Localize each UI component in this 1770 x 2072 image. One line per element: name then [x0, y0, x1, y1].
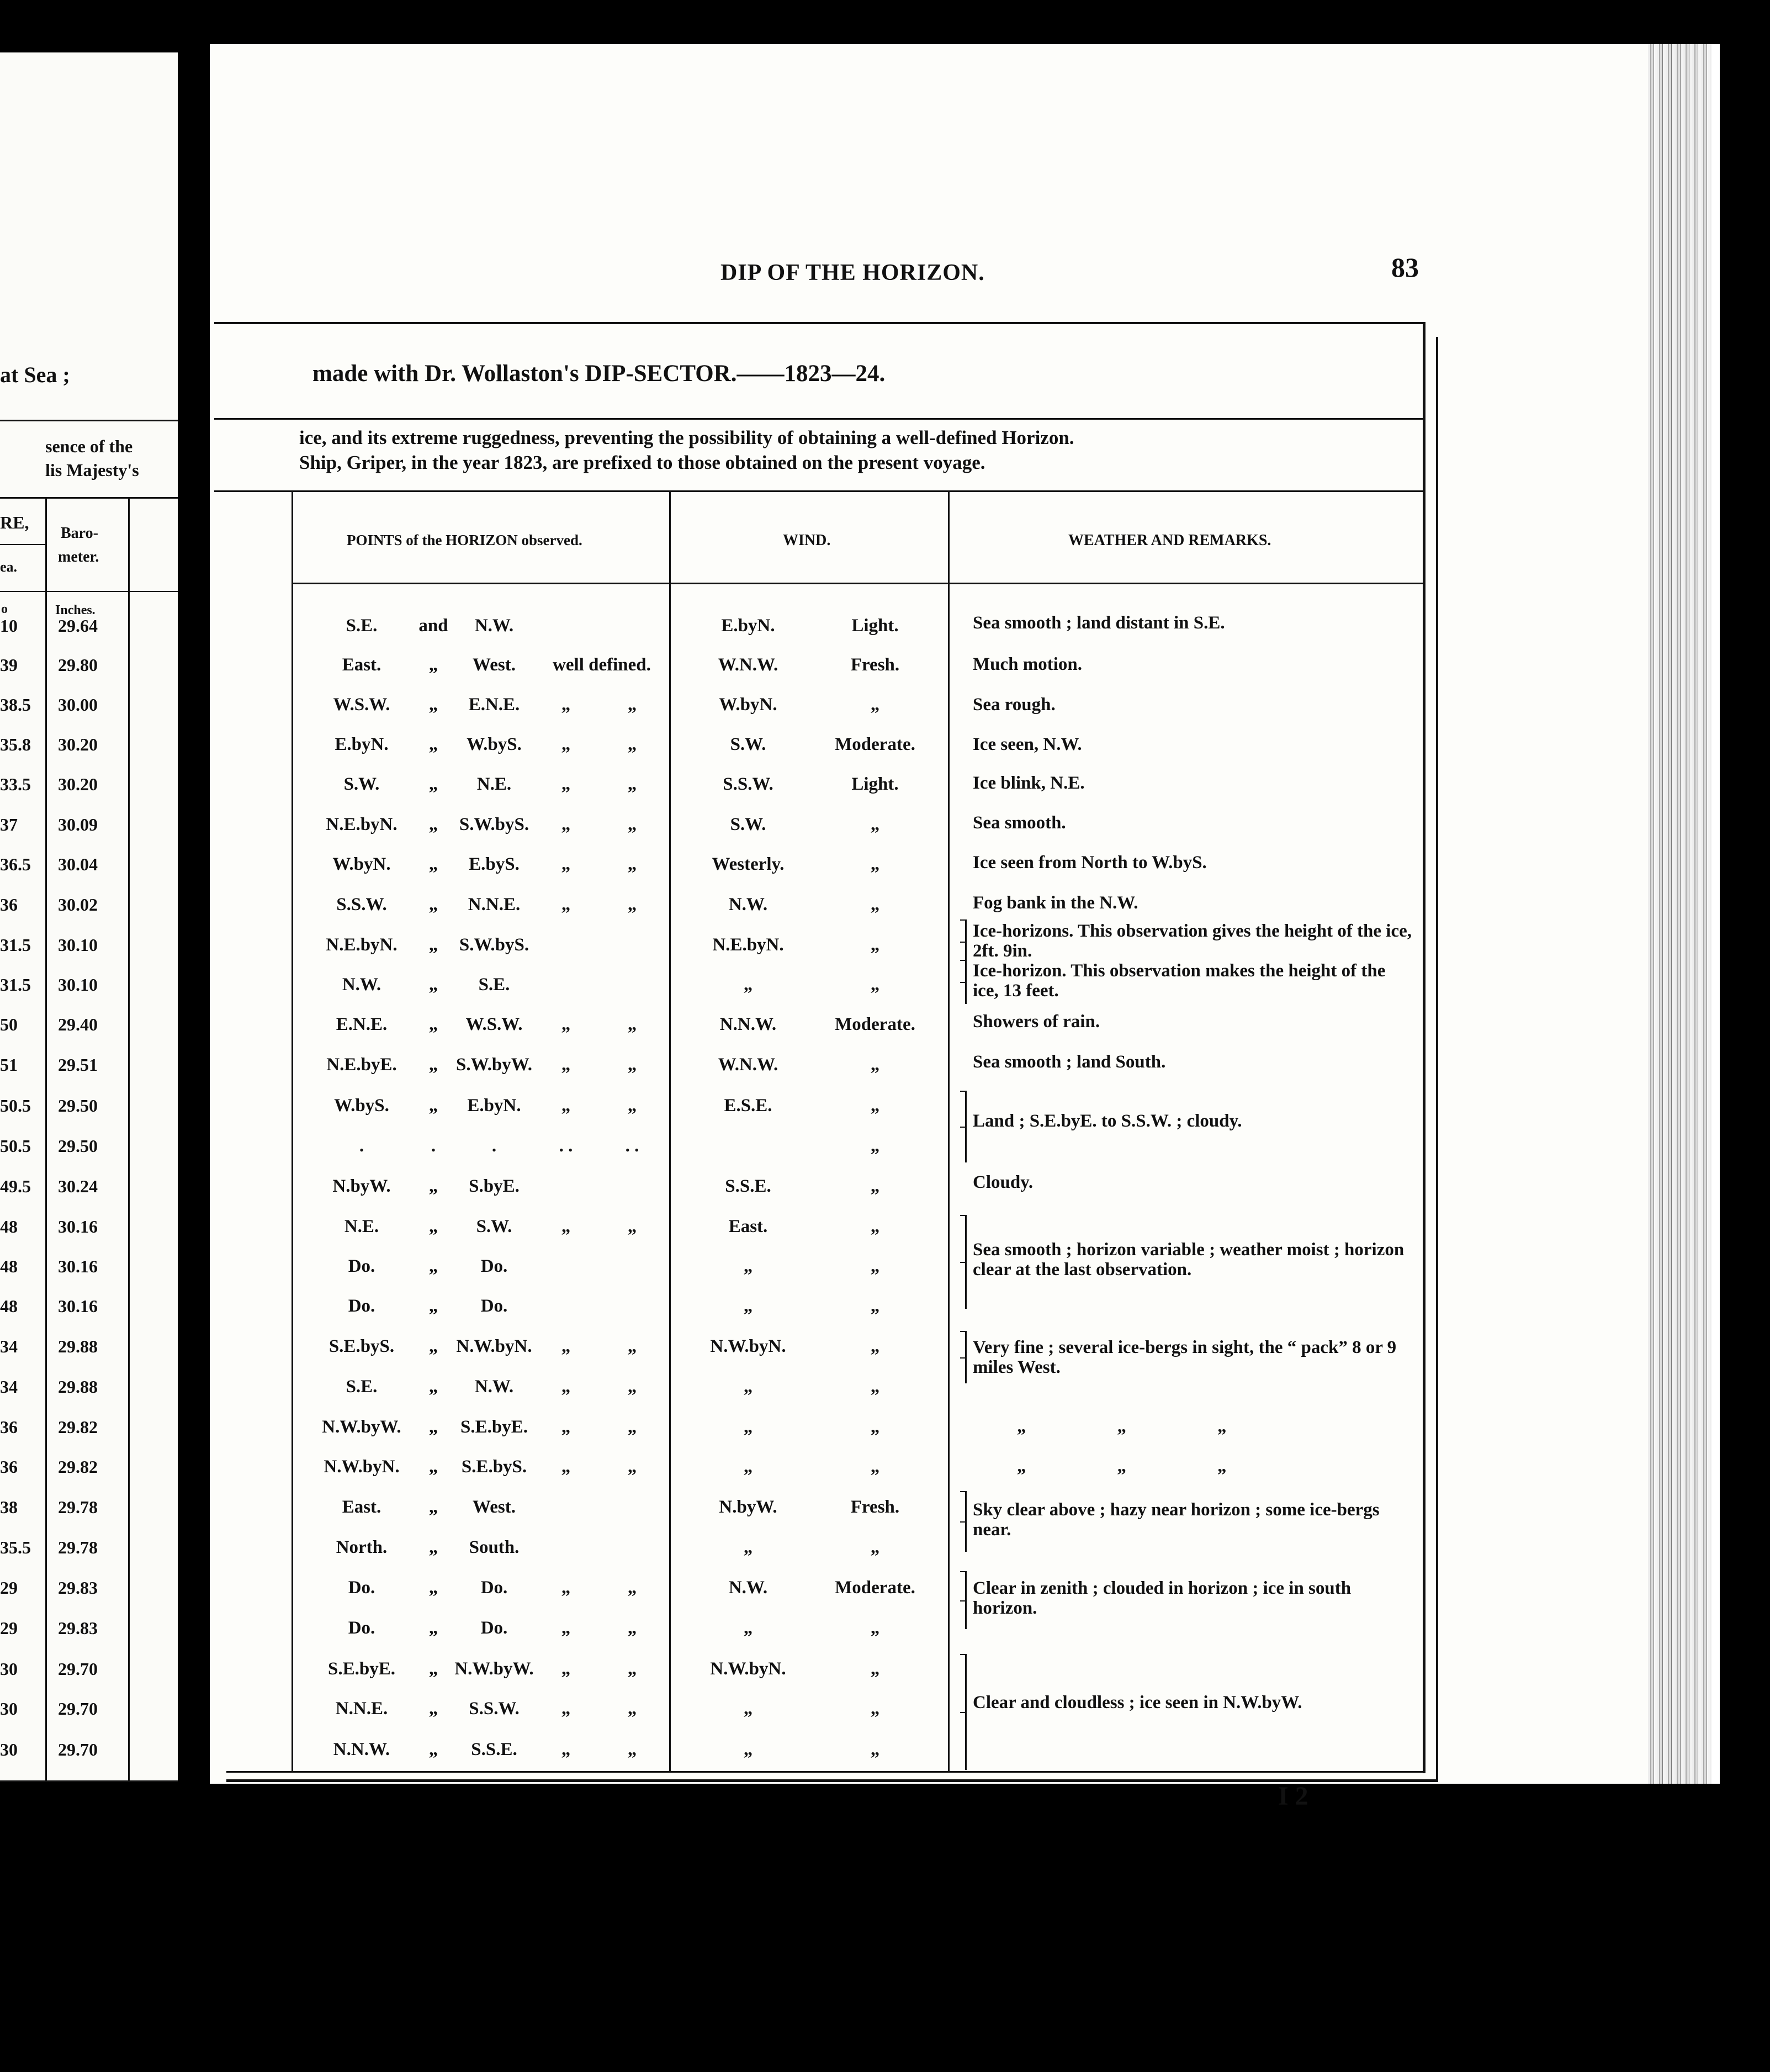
left-temp-value: 50.5 [0, 1136, 31, 1156]
remark-text: Sea rough. [973, 695, 1056, 715]
row-point-a: S.E.byE. [328, 1659, 395, 1679]
row-wind-force: „ [870, 1417, 880, 1437]
row-quality-1: „ [561, 1217, 571, 1236]
row-quality-2: „ [627, 1377, 637, 1397]
row-point-b: W.S.W. [465, 1014, 523, 1034]
left-baro-value: 30.10 [58, 975, 98, 995]
left-temp-value: 37 [0, 815, 18, 834]
row-quality-2: „ [627, 1336, 637, 1356]
row-connector: . [431, 1136, 436, 1156]
left-baro-value: 29.88 [58, 1377, 98, 1397]
row-quality-2: „ [627, 1578, 637, 1598]
left-baro-value: 29.83 [58, 1578, 98, 1598]
row-point-b: S.byE. [469, 1176, 520, 1196]
row-connector: „ [428, 734, 438, 754]
row-quality-2: „ [627, 695, 637, 715]
row-wind-direction: W.byN. [719, 695, 777, 715]
row-connector: „ [428, 815, 438, 834]
table-top-rule [214, 322, 1425, 324]
row-wind-direction: „ [743, 975, 753, 995]
row-wind-direction: S.S.E. [725, 1176, 771, 1196]
left-baro-header-2: meter. [58, 548, 99, 565]
left-temp-value: 39 [0, 655, 18, 675]
row-connector: „ [428, 1618, 438, 1638]
left-baro-value: 29.70 [58, 1699, 98, 1719]
row-connector: „ [428, 774, 438, 794]
page-number: 83 [1391, 252, 1419, 283]
row-quality-1: „ [561, 1457, 571, 1477]
left-temp-value: 51 [0, 1055, 18, 1075]
remark-text: Very fine ; several ice-bergs in sight, the “ pack” 8 or 9 miles West. [973, 1338, 1397, 1377]
row-connector: „ [428, 1377, 438, 1397]
left-baro-header-1: Baro- [61, 525, 98, 542]
row-point-b: E.N.E. [468, 695, 520, 715]
remark-text: Much motion. [973, 654, 1082, 674]
row-wind-force: „ [870, 935, 880, 955]
left-baro-value: 30.04 [58, 854, 98, 874]
row-point-b: N.N.E. [468, 895, 521, 915]
row-point-a: N.W.byW. [322, 1417, 401, 1437]
left-baro-value: 30.20 [58, 734, 98, 754]
row-wind-force: „ [870, 1336, 880, 1356]
left-temp-value: 31.5 [0, 975, 31, 995]
left-baro-value: 29.80 [58, 655, 98, 675]
row-point-a: S.W. [343, 774, 380, 794]
row-wind-force: „ [870, 1377, 880, 1397]
remark-text: Cloudy. [973, 1172, 1034, 1192]
remark-text: Sea smooth ; horizon variable ; weather moist ; horizon clear at the last observation. [973, 1240, 1405, 1280]
row-wind-direction: „ [743, 1256, 753, 1276]
row-wind-direction: Westerly. [712, 854, 785, 874]
row-quality-2: „ [627, 774, 637, 794]
row-wind-direction: N.W. [728, 1578, 768, 1598]
left-temp-value: 38 [0, 1497, 18, 1517]
row-wind-force: „ [870, 854, 880, 874]
row-point-b: Do. [480, 1256, 508, 1276]
row-quality-1: „ [561, 1618, 571, 1638]
col-header-wind: WIND. [783, 532, 831, 549]
left-temp-value: 48 [0, 1296, 18, 1316]
row-point-a: W.S.W. [333, 695, 390, 715]
table-right-rule [1423, 322, 1425, 1773]
row-point-a: N.W. [342, 975, 381, 995]
row-point-b: Do. [480, 1578, 508, 1598]
row-quality-1: „ [561, 1699, 571, 1719]
remark-text: Land ; S.E.byE. to S.S.W. ; cloudy. [973, 1111, 1242, 1131]
row-point-a: N.E.byN. [326, 815, 398, 834]
row-quality-1: . . [559, 1136, 573, 1156]
row-point-a: Do. [348, 1256, 375, 1276]
row-connector: „ [428, 1014, 438, 1034]
row-wind-force: „ [870, 1217, 880, 1236]
left-baro-value: 29.70 [58, 1659, 98, 1679]
left-baro-value: 30.16 [58, 1256, 98, 1276]
row-wind-direction: S.W. [730, 734, 766, 754]
row-connector: „ [428, 854, 438, 874]
left-page-title: at Sea ; [0, 362, 70, 387]
row-quality-1: „ [561, 1578, 571, 1598]
remark-text: Sea smooth ; land South. [973, 1052, 1166, 1072]
row-quality-2: „ [627, 1096, 637, 1116]
row-point-a: N.E.byN. [326, 935, 398, 955]
row-quality-1: „ [561, 695, 571, 715]
row-point-a: N.E. [344, 1217, 379, 1236]
row-quality-2: „ [627, 1217, 637, 1236]
grouping-brace [965, 1215, 967, 1309]
row-wind-direction: N.W.byN. [710, 1336, 786, 1356]
row-connector: „ [428, 1055, 438, 1075]
left-temp-value: 49.5 [0, 1176, 31, 1196]
left-temp-value: 36 [0, 1417, 18, 1437]
row-point-a: W.byN. [332, 854, 391, 874]
remark-text: Fog bank in the N.W. [973, 893, 1138, 913]
col-header-weather: WEATHER AND REMARKS. [1068, 532, 1271, 549]
left-baro-value: 30.24 [58, 1176, 98, 1196]
row-quality-2: „ [627, 1618, 637, 1638]
left-temp-value: 36.5 [0, 854, 31, 874]
left-temp-value: 30 [0, 1699, 18, 1719]
left-temp-value: 29 [0, 1618, 18, 1638]
row-wind-direction: „ [743, 1740, 753, 1759]
left-temp-value: 35.8 [0, 734, 31, 754]
grouping-brace [965, 1331, 967, 1383]
row-wind-direction: „ [743, 1699, 753, 1719]
remark-text: Showers of rain. [973, 1012, 1100, 1032]
row-point-a: N.E.byE. [326, 1055, 397, 1075]
left-baro-value: 29.82 [58, 1457, 98, 1477]
row-point-b: E.byS. [469, 854, 520, 874]
left-baro-value: 30.20 [58, 774, 98, 794]
left-temp-value: 48 [0, 1256, 18, 1276]
row-point-a: N.byW. [332, 1176, 391, 1196]
left-baro-value: 30.16 [58, 1217, 98, 1236]
row-wind-direction: W.N.W. [718, 1055, 778, 1075]
row-point-a: . [359, 1136, 364, 1156]
left-temp-header: RE, [0, 512, 29, 532]
row-quality-1: „ [561, 1659, 571, 1679]
row-point-b: S.E.byE. [460, 1417, 528, 1437]
row-wind-direction: „ [743, 1296, 753, 1316]
remark-text: Ice blink, N.E. [973, 773, 1085, 793]
row-connector: „ [428, 1217, 438, 1236]
row-quality-2: „ [627, 1699, 637, 1719]
left-baro-value: 29.50 [58, 1136, 98, 1156]
remark-text: Sea smooth ; land distant in S.E. [973, 613, 1225, 633]
grouping-brace [965, 1654, 967, 1770]
row-wind-direction: „ [743, 1457, 753, 1477]
grouping-brace [965, 1091, 967, 1162]
row-point-b: S.W.byW. [456, 1055, 532, 1075]
left-temp-value: 29 [0, 1578, 18, 1598]
row-wind-direction: S.W. [730, 815, 766, 834]
left-baro-value: 29.51 [58, 1055, 98, 1075]
row-quality-1: „ [561, 854, 571, 874]
left-temp-value: 30 [0, 1740, 18, 1759]
row-connector: „ [428, 1740, 438, 1759]
left-temp-value: 36 [0, 895, 18, 915]
row-quality-2: . . [625, 1136, 639, 1156]
grouping-brace [965, 1571, 967, 1629]
row-quality-1: „ [561, 774, 571, 794]
row-connector: „ [428, 1659, 438, 1679]
row-quality-2: „ [627, 1659, 637, 1679]
row-point-a: N.N.E. [335, 1699, 388, 1719]
row-quality-2: „ [627, 1740, 637, 1759]
left-baro-value: 29.83 [58, 1618, 98, 1638]
row-wind-force: Fresh. [850, 1497, 900, 1517]
left-baro-value: 30.09 [58, 815, 98, 834]
row-quality-1: „ [561, 1377, 571, 1397]
left-baro-value: 29.88 [58, 1336, 98, 1356]
row-wind-direction: N.E.byN. [712, 935, 784, 955]
row-quality-1: „ [561, 815, 571, 834]
row-wind-force: „ [870, 1256, 880, 1276]
left-page [0, 52, 178, 1781]
left-baro-value: 29.82 [58, 1417, 98, 1437]
row-quality-1: „ [561, 1740, 571, 1759]
remark-text: Sea smooth. [973, 813, 1066, 833]
running-title: DIP OF THE HORIZON. [720, 260, 985, 286]
row-point-b: South. [469, 1537, 520, 1557]
row-point-a: E.byN. [335, 734, 389, 754]
left-baro-value: 29.50 [58, 1096, 98, 1116]
row-connector: „ [428, 655, 438, 675]
row-point-b: N.W. [474, 616, 514, 636]
remark-text: Sky clear above ; hazy near horizon ; some ice-bergs near. [973, 1500, 1380, 1540]
row-wind-force: Moderate. [835, 734, 915, 754]
grouping-brace [965, 960, 967, 1004]
row-connector: „ [428, 1537, 438, 1557]
row-wind-force: „ [870, 1659, 880, 1679]
left-baro-value: 29.40 [58, 1014, 98, 1034]
row-wind-force: „ [870, 895, 880, 915]
row-wind-direction: N.N.W. [719, 1014, 777, 1034]
row-point-b: N.W. [474, 1377, 514, 1397]
row-point-b: S.S.W. [469, 1699, 520, 1719]
row-connector: „ [428, 1096, 438, 1116]
row-point-a: S.E. [346, 1377, 378, 1397]
row-quality-2: „ [627, 1457, 637, 1477]
row-connector: „ [428, 1457, 438, 1477]
left-temp-value: 33.5 [0, 774, 31, 794]
row-wind-direction: N.byW. [719, 1497, 777, 1517]
row-wind-direction: „ [743, 1618, 753, 1638]
left-baro-value: 30.02 [58, 895, 98, 915]
row-connector: „ [428, 895, 438, 915]
row-quality-2: „ [627, 1014, 637, 1034]
signature-mark: I 2 [1278, 1782, 1308, 1811]
row-connector: „ [428, 1296, 438, 1316]
row-quality-2: „ [627, 815, 637, 834]
intro-line-2: Ship, Griper, in the year 1823, are prefixed to those obtained on the present voyage. [299, 452, 985, 473]
row-connector: „ [428, 695, 438, 715]
row-connector: and [418, 616, 448, 636]
row-wind-force: „ [870, 975, 880, 995]
row-connector: „ [428, 1176, 438, 1196]
row-wind-direction: „ [743, 1417, 753, 1437]
left-temp-value: 34 [0, 1377, 18, 1397]
row-quality-2: „ [627, 734, 637, 754]
left-baro-value: 30.00 [58, 695, 98, 715]
row-wind-force: „ [870, 815, 880, 834]
row-wind-force: „ [870, 1537, 880, 1557]
remark-text: „ „ „ [1017, 1416, 1227, 1436]
row-point-b: N.W.byW. [454, 1659, 534, 1679]
row-quality-2: „ [627, 1055, 637, 1075]
row-point-b: S.S.E. [471, 1740, 517, 1759]
row-quality-1: „ [561, 1336, 571, 1356]
row-connector: „ [428, 1578, 438, 1598]
row-point-b: N.E. [476, 774, 512, 794]
row-wind-direction: N.W.byN. [710, 1659, 786, 1679]
left-temp-value: 50 [0, 1014, 18, 1034]
row-point-b: West. [473, 1497, 516, 1517]
row-point-a: North. [336, 1537, 388, 1557]
remark-text: „ „ „ [1017, 1456, 1227, 1476]
row-connector: „ [428, 935, 438, 955]
row-wind-direction: East. [728, 1217, 768, 1236]
grouping-brace [965, 1491, 967, 1552]
row-point-a: East. [342, 655, 381, 675]
page-edges [1648, 44, 1720, 1784]
left-temp-unit: o [1, 602, 8, 616]
row-connector: „ [428, 1336, 438, 1356]
left-baro-value: 30.16 [58, 1296, 98, 1316]
row-connector: „ [428, 1699, 438, 1719]
left-temp-value: 34 [0, 1336, 18, 1356]
row-wind-direction: „ [743, 1537, 753, 1557]
row-quality-2: „ [627, 895, 637, 915]
left-temp-value: 38.5 [0, 695, 31, 715]
row-point-b: S.E.byS. [461, 1457, 527, 1477]
remark-text: Clear and cloudless ; ice seen in N.W.byW. [973, 1693, 1302, 1712]
row-wind-force: Light. [851, 616, 899, 636]
row-connector: „ [428, 1417, 438, 1437]
row-point-b: Do. [480, 1618, 508, 1638]
left-temp-value: 50.5 [0, 1096, 31, 1116]
row-quality-2: „ [627, 1417, 637, 1437]
row-quality-1: well defined. [553, 655, 651, 675]
row-point-b: S.W.byS. [459, 935, 529, 955]
left-temp-subheader: ea. [0, 559, 18, 575]
row-point-b: Do. [480, 1296, 508, 1316]
row-point-a: S.E. [346, 616, 378, 636]
page-edge-strip [1711, 44, 1720, 1784]
row-point-a: N.W.byN. [324, 1457, 400, 1477]
row-wind-force: „ [870, 1176, 880, 1196]
remark-text: Ice-horizons. This observation gives the height of the ice, 2ft. 9in. [973, 921, 1412, 961]
row-wind-force: „ [870, 1740, 880, 1759]
row-wind-direction: S.S.W. [723, 774, 773, 794]
row-quality-1: „ [561, 895, 571, 915]
row-wind-force: Fresh. [850, 655, 900, 675]
left-temp-value: 36 [0, 1457, 18, 1477]
row-point-a: East. [342, 1497, 381, 1517]
row-wind-direction: E.S.E. [724, 1096, 772, 1116]
row-point-a: Do. [348, 1578, 375, 1598]
left-baro-unit: Inches. [55, 603, 96, 617]
row-wind-force: „ [870, 1096, 880, 1116]
left-temp-value: 35.5 [0, 1537, 31, 1557]
row-point-a: Do. [348, 1618, 375, 1638]
row-wind-force: „ [870, 1296, 880, 1316]
row-point-b: N.W.byN. [456, 1336, 532, 1356]
left-temp-value: 31.5 [0, 935, 31, 955]
row-quality-1: „ [561, 1096, 571, 1116]
row-wind-direction: N.W. [728, 895, 768, 915]
row-wind-force: „ [870, 1136, 880, 1156]
row-wind-force: Light. [851, 774, 899, 794]
left-intro-line-1: sence of the [45, 436, 133, 456]
row-wind-force: „ [870, 695, 880, 715]
col-header-points: POINTS of the HORIZON observed. [347, 532, 582, 548]
row-point-a: S.S.W. [336, 895, 387, 915]
row-quality-1: „ [561, 1014, 571, 1034]
row-point-a: E.N.E. [336, 1014, 388, 1034]
left-temp-value: 10 [0, 616, 18, 636]
row-quality-1: „ [561, 1417, 571, 1437]
left-baro-value: 29.78 [58, 1537, 98, 1557]
row-point-b: E.byN. [467, 1096, 521, 1116]
row-wind-force: „ [870, 1457, 880, 1477]
left-baro-value: 29.78 [58, 1497, 98, 1517]
grouping-brace [965, 919, 967, 964]
remark-text: Ice-horizon. This observation makes the height of the ice, 13 feet. [973, 961, 1386, 1001]
row-wind-force: „ [870, 1699, 880, 1719]
row-wind-direction: E.byN. [721, 616, 775, 636]
left-baro-value: 30.10 [58, 935, 98, 955]
row-point-a: S.E.byS. [328, 1336, 395, 1356]
row-quality-1: „ [561, 1055, 571, 1075]
row-point-b: West. [473, 655, 516, 675]
row-quality-2: „ [627, 854, 637, 874]
table-bottom-rule [226, 1779, 1438, 1782]
row-point-b: . [491, 1136, 497, 1156]
left-temp-value: 30 [0, 1659, 18, 1679]
remark-text: Clear in zenith ; clouded in horizon ; ice in south horizon. [973, 1578, 1352, 1618]
table-right-shadow-rule [1436, 337, 1438, 1780]
row-point-b: S.E. [478, 975, 510, 995]
row-quality-1: „ [561, 734, 571, 754]
remark-text: Ice seen, N.W. [973, 734, 1082, 754]
row-wind-force: Moderate. [835, 1578, 915, 1598]
left-baro-value: 29.64 [58, 616, 98, 636]
row-connector: „ [428, 975, 438, 995]
row-wind-force: „ [870, 1055, 880, 1075]
row-point-b: S.W. [476, 1217, 512, 1236]
row-connector: „ [428, 1497, 438, 1517]
left-intro-line-2: lis Majesty's [45, 460, 139, 480]
row-wind-force: „ [870, 1618, 880, 1638]
intro-line-1: ice, and its extreme ruggedness, preventing the possibility of obtaining a well-defined Horizon. [299, 427, 1074, 448]
row-point-b: S.W.byS. [459, 815, 529, 834]
row-connector: „ [428, 1256, 438, 1276]
table-title: made with Dr. Wollaston's DIP-SECTOR.——1823—24. [312, 361, 886, 387]
row-wind-direction: W.N.W. [718, 655, 778, 675]
row-point-a: N.N.W. [333, 1740, 390, 1759]
row-point-b: W.byS. [467, 734, 522, 754]
row-wind-direction: „ [743, 1377, 753, 1397]
row-wind-force: Moderate. [835, 1014, 915, 1034]
left-baro-value: 29.70 [58, 1740, 98, 1759]
left-temp-value: 48 [0, 1217, 18, 1236]
row-point-a: Do. [348, 1296, 375, 1316]
row-point-a: W.byS. [334, 1096, 389, 1116]
remark-text: Ice seen from North to W.byS. [973, 853, 1207, 873]
